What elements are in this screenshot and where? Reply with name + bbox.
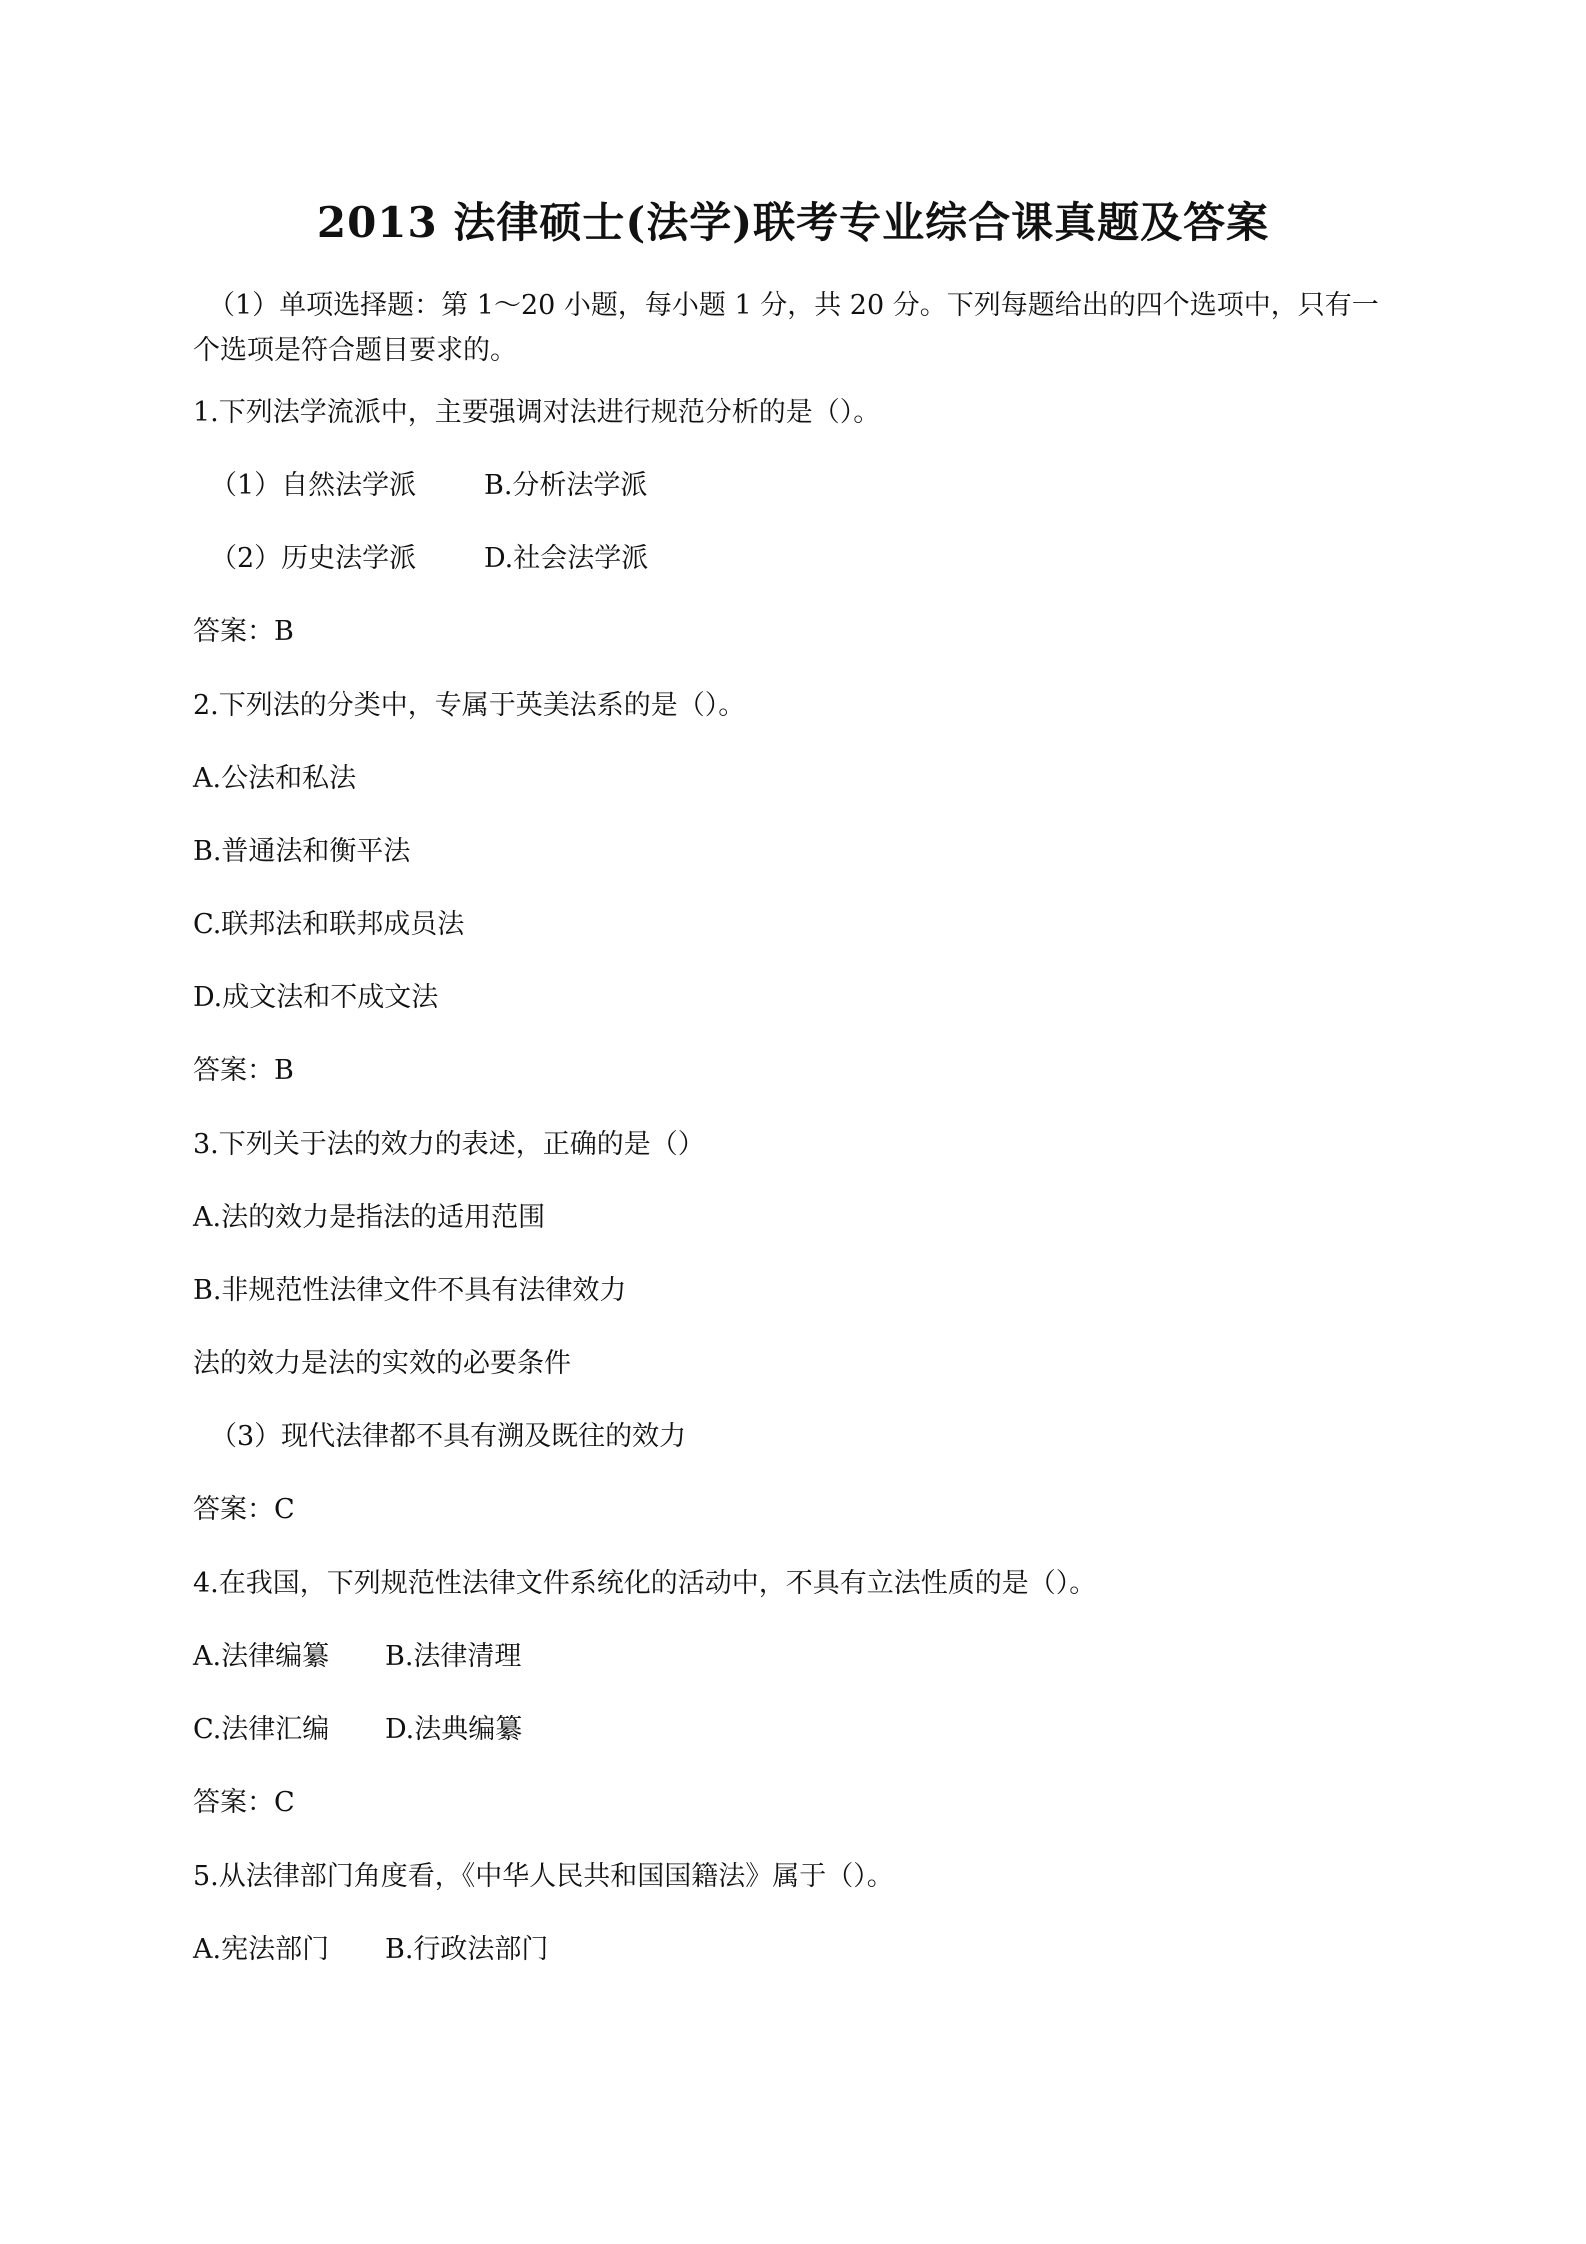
question-3-stem: 3.下列关于法的效力的表述，正确的是（）	[193, 1129, 705, 1160]
question-1-option-2: B.分析法学派	[484, 470, 648, 501]
question-1-stem: 1.下列法学流派中，主要强调对法进行规范分析的是（）。	[193, 397, 881, 428]
question-4-option-a: A.法律编纂	[193, 1641, 330, 1672]
question-3-option-d: （3）现代法律都不具有溯及既往的效力	[210, 1421, 687, 1452]
question-5-option-b: B.行政法部门	[385, 1934, 549, 1965]
question-2-option-b: B.普通法和衡平法	[193, 836, 411, 867]
section-intro: （1）单项选择题：第 1～20 小题，每小题 1 分，共 20 分。下列每题给出的四个选项中，只有一个选项是符合题目要求的。	[193, 290, 1379, 366]
question-4-answer: 答案：C	[193, 1787, 295, 1818]
question-1-option-row-1	[210, 466, 416, 506]
question-1-option-3: （2）历史法学派	[210, 543, 417, 574]
question-2-option-d: D.成文法和不成文法	[193, 982, 439, 1013]
question-3-option-c: 法的效力是法的实效的必要条件	[193, 1348, 571, 1379]
question-3-option-a: A.法的效力是指法的适用范围	[193, 1202, 546, 1233]
question-4-option-d: D.法典编纂	[385, 1714, 523, 1745]
question-5-stem: 5.从法律部门角度看，《中华人民共和国国籍法》属于（）。	[193, 1861, 894, 1892]
question-3-answer: 答案：C	[193, 1494, 295, 1525]
question-1-option-4: D.社会法学派	[484, 543, 649, 574]
question-5-option-a: A.宪法部门	[193, 1934, 330, 1965]
question-4-option-b: B.法律清理	[385, 1641, 522, 1672]
question-1-option-row-2	[210, 539, 416, 579]
question-2-option-a: A.公法和私法	[193, 763, 357, 794]
question-1-option-1: （1）自然法学派	[210, 470, 417, 501]
question-3-option-b: B.非规范性法律文件不具有法律效力	[193, 1275, 627, 1306]
question-2-stem: 2.下列法的分类中，专属于英美法系的是（）。	[193, 690, 746, 721]
question-1-answer: 答案：B	[193, 616, 294, 647]
question-4-option-c: C.法律汇编	[193, 1714, 330, 1745]
question-2-answer: 答案：B	[193, 1055, 294, 1086]
document-title: 2013 法律硕士(法学)联考专业综合课真题及答案	[316, 198, 1270, 247]
question-4-stem: 4.在我国，下列规范性法律文件系统化的活动中，不具有立法性质的是（）。	[193, 1568, 1097, 1599]
question-2-option-c: C.联邦法和联邦成员法	[193, 909, 465, 940]
